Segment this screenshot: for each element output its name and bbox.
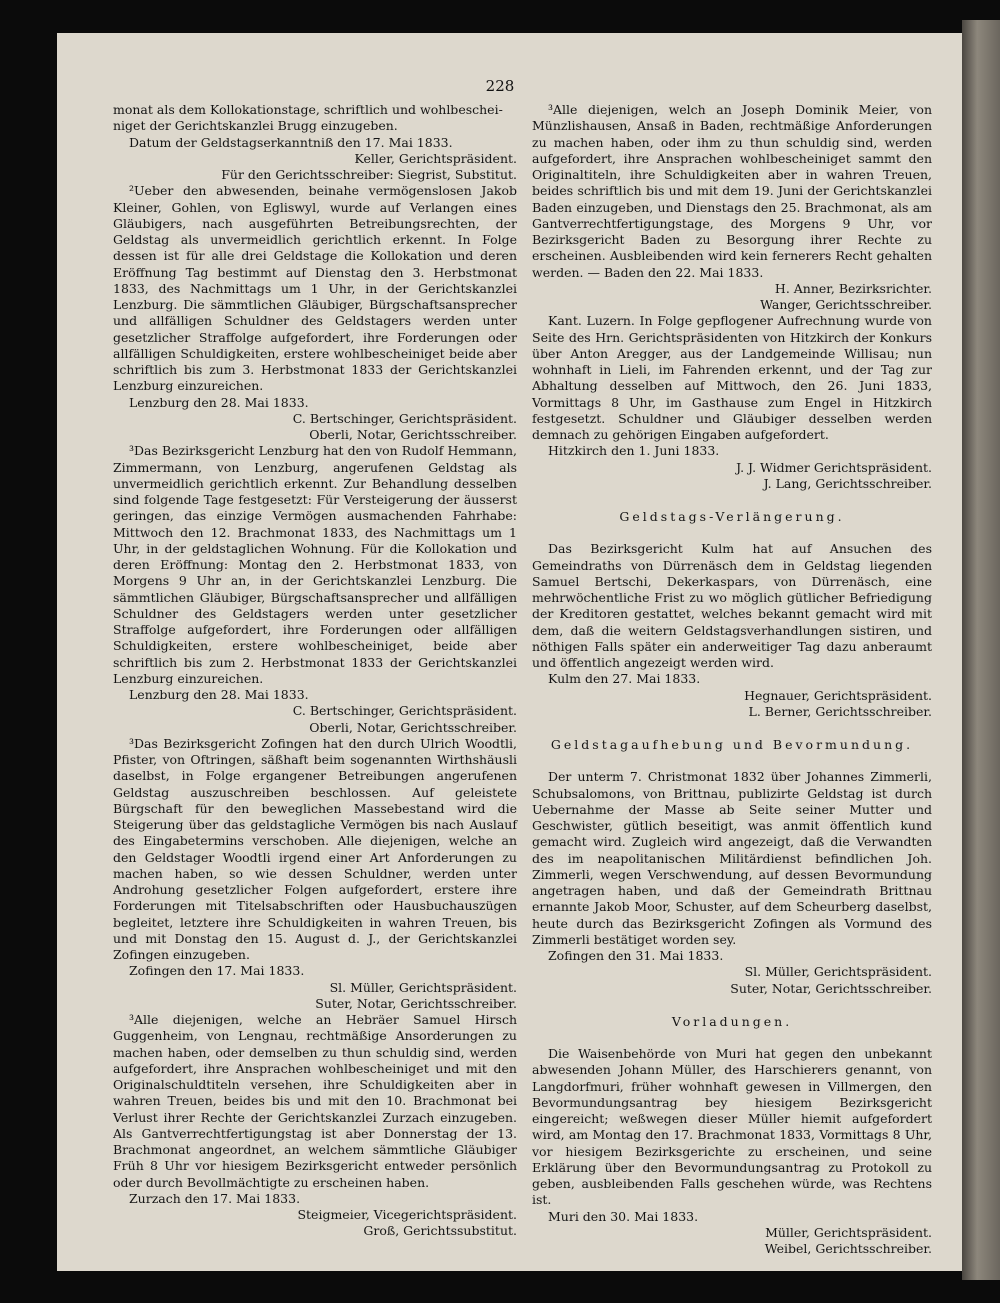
paragraph: Lenzburg den 28. Mai 1833. bbox=[129, 394, 309, 410]
section-heading: Vorladungen. bbox=[671, 1013, 793, 1029]
signature-line: Wanger, Gerichtsschreiber. bbox=[760, 297, 932, 312]
signature-line: Sl. Müller, Gerichtspräsident. bbox=[329, 979, 517, 995]
signature-line: Suter, Notar, Gerichtsschreiber. bbox=[730, 980, 932, 996]
paragraph: Kulm den 27. Mai 1833. bbox=[548, 671, 701, 687]
signature-line: Oberli, Notar, Gerichtsschreiber. bbox=[309, 427, 517, 442]
paragraph: Der unterm 7. Christmonat 1832 über Johannes Zimmerli, Schubsalomons, von Brittnau, publizirte Geldstag ist durch Uebernahme der Masse ab Seite seiner Mutter und Geschwister, gütlich beseitigt, was anmit öffentlich kund gemacht wird. Zugleich wird angezeigt, daß die Verwandten des im neapolitanischen Militärdienst befindlichen Joh. Zimmerli, wegen Verschwendung, auf dessen Bevormundung angetragen haben, und daß der Gemeindrath Brittnau ernannte Jakob Moor, Schuster, auf dem Scheurberg daselbst, heute durch das Bezirksgericht Zofingen als Vormund des Zimmerli bestätiget worden sey. bbox=[532, 769, 932, 947]
paragraph: ³Alle diejenigen, welch an Joseph Dominik Meier, von Münzlishausen, Ansaß in Baden, rechtmäßige Anforderungen zu machen haben, oder ihm zu thun schuldig sind, werden aufgefordert, ihre Ansprachen wohlbescheiniget sammt den Originaltiteln, ihre Schuldigkeiten aber in wahren Treuen, beides schriftlich bis und mit dem 19. Juni der Gerichtskanzlei Baden einzugeben, und Dienstags den 25. Brachmonat, als am Gantverrechtfertigungstage, des Morgens 9 Uhr, vor Bezirksgericht Baden zu Besorgung ihrer Rechte zu erscheinen. Ausbleibenden wird kein fernerers Recht gehalten werden. — Baden den 22. Mai 1833. bbox=[532, 102, 932, 280]
paragraph: Zurzach den 17. Mai 1833. bbox=[129, 1190, 301, 1206]
signature-line: J. J. Widmer Gerichtspräsident. bbox=[736, 459, 932, 475]
left-column bbox=[113, 102, 517, 1240]
paragraph: Lenzburg den 28. Mai 1833. bbox=[129, 687, 309, 702]
paragraph: Hitzkirch den 1. Juni 1833. bbox=[548, 443, 720, 459]
paragraph: niget der Gerichtskanzlei Brugg einzugeben. bbox=[113, 118, 398, 134]
signature-line: J. Lang, Gerichtsschreiber. bbox=[763, 475, 932, 491]
section-heading: Geldstagaufhebung und Bevormundung. bbox=[550, 737, 914, 752]
signature-line: Müller, Gerichtspräsident. bbox=[765, 1224, 932, 1240]
paragraph: Zofingen den 17. Mai 1833. bbox=[129, 963, 305, 979]
signature-line: Hegnauer, Gerichtspräsident. bbox=[744, 687, 932, 703]
paragraph: ²Ueber den abwesenden, beinahe vermögenslosen Jakob Kleiner, Gohlen, von Egliswyl, wurde auf Verlangen eines Gläubigers, nach ausgeführten Betreibungsrechten, der Geldstag als unvermeidlich gerichtlich erkennt. In Folge dessen ist für alle drei Geldstage die Kollokation und deren Eröffnung Tag bestimmt auf Dienstag den 3. Herbstmonat 1833, des Nachmittags um 1 Uhr, in der Gerichtskanzlei Lenzburg. Die sämmtlichen Gläubiger, Bürgschaftsansprecher und allfälligen Schuldner des Geldstagers werden unter gesetzlicher Straffolge aufgefordert, ihre Forderungen oder allfälligen Schuldigkeiten, erstere wohlbescheiniget beide aber schriftlich bis zum 3. Herbstmonat 1833 der Gerichtskanzlei Lenzburg einzureichen. bbox=[113, 183, 517, 394]
signature-line: Sl. Müller, Gerichtspräsident. bbox=[744, 964, 932, 980]
signature-line: Für den Gerichtsschreiber: Siegrist, Substitut. bbox=[221, 167, 517, 182]
signature-line: H. Anner, Bezirksrichter. bbox=[774, 280, 932, 296]
paragraph: Das Bezirksgericht Kulm hat auf Ansuchen des Gemeindraths von Dürrenäsch dem in Geldstag liegenden Samuel Bertschi, Dekerkaspars, von Dürrenäsch, eine mehrwöchentliche Frist zu wo möglich gütlicher Befriedigung der Kreditoren gestattet, welches bekannt gemacht wird mit dem, daß die weitern Geldstagsverhandlungen sistiren, und nöthigen Falls später ein anderweitiger Tag dazu anberaumt und öffentlich angezeigt werden wird. bbox=[532, 541, 932, 670]
book-spine bbox=[962, 20, 1000, 1280]
paragraph: Zofingen den 31. Mai 1833. bbox=[548, 948, 724, 963]
signature-line: Steigmeier, Vicegerichtspräsident. bbox=[297, 1207, 517, 1222]
paragraph: Kant. Luzern. In Folge gepflogener Aufrechnung wurde von Seite des Hrn. Gerichtspräsidenten von Hitzkirch der Konkurs über Anton Aregger, aus der Landgemeinde Willisau; nun wohnhaft in Lieli, im Fahrenden erkennt, und der Tag zur Abhaltung desselben auf Mittwoch, den 26. Juni 1833, Vormittags 8 Uhr, im Gasthause zum Engel in Hitzkirch festgesetzt. Schuldner und Gläubiger desselben werden demnach zu gehörigen Eingaben aufgefordert. bbox=[532, 313, 932, 442]
paragraph: Die Waisenbehörde von Muri hat gegen den unbekannt abwesenden Johann Müller, des Harschierers genannt, von Langdorfmuri, früher wohnhaft gewesen in Villmergen, den Bevormundungsantrag bey hiesigem Bezirksgericht eingereicht; weßwegen dieser Müller hiemit aufgefordert wird, am Montag den 17. Brachmonat 1833, Vormittags 8 Uhr, vor hiesigem Bezirksgerichte zu erscheinen, und seine Erklärung über den Bevormundungsantrag zu Protokoll zu geben, ausbleibenden Falls geschehen würde, was Rechtens ist. bbox=[532, 1046, 932, 1208]
page-number: 228 bbox=[485, 77, 515, 95]
signature-line: C. Bertschinger, Gerichtspräsident. bbox=[292, 410, 517, 426]
paragraph: ³Das Bezirksgericht Lenzburg hat den von Rudolf Hemmann, Zimmermann, von Lenzburg, angerufenen Geldstag als unvermeidlich gerichtlich erkennt. Zur Behandlung desselben sind folgende Tage festgesetzt: Für Versteigerung der äusserst geringen, das einzige Vermögen ausmachenden Fahrhabe: Mittwoch den 12. Brachmonat 1833, des Nachmittags um 1 Uhr, in der geldstaglichen Wohnung. Für die Kollokation und deren Eröffnung: Montag den 2. Herbstmonat 1833, von Morgens 9 Uhr an, in der Gerichtskanzlei Lenzburg. Die sämmtlichen Gläubiger, Bürgschaftsansprecher und allfälligen Schuldner des Geldstagers werden unter gesetzlicher Straffolge aufgefordert, ihre Forderungen oder allfälligen Schuldigkeiten, erstere wohlbescheiniget, beide aber schriftlich bis zum 2. Herbstmonat 1833 der Gerichtskanzlei Lenzburg einzureichen. bbox=[113, 443, 517, 686]
right-column bbox=[532, 102, 932, 1257]
signature-line: C. Bertschinger, Gerichtspräsident. bbox=[292, 703, 517, 719]
signature-line: Keller, Gerichtspräsident. bbox=[354, 150, 517, 166]
paragraph: Datum der Geldstagserkanntniß den 17. Mai 1833. bbox=[129, 134, 453, 150]
signature-line: L. Berner, Gerichtsschreiber. bbox=[748, 703, 932, 719]
signature-line: Oberli, Notar, Gerichtsschreiber. bbox=[309, 719, 517, 735]
signature-line: Groß, Gerichtssubstitut. bbox=[363, 1223, 517, 1239]
paragraph: monat als dem Kollokationstage, schriftlich und wohlbeschei- bbox=[113, 102, 503, 117]
signature-line: Suter, Notar, Gerichtsschreiber. bbox=[315, 995, 517, 1011]
signature-line: Weibel, Gerichtsschreiber. bbox=[764, 1241, 932, 1256]
paragraph: ³Alle diejenigen, welche an Hebräer Samuel Hirsch Guggenheim, von Lengnau, rechtmäßige Ansorderungen zu machen haben, oder demselben zu thun schuldig sind, werden aufgefordert, ihre Ansprachen wohlbescheiniget und mit den Originalschuldtiteln versehen, ihre Schuldigkeiten aber in wahren Treuen, beides bis und mit den 10. Brachmonat bei Verlust ihrer Rechte der Gerichtskanzlei Zurzach einzugeben. Als Gantverrechtfertigungstag ist aber Donnerstag der 13. Brachmonat angeordnet, an welchem sämmtliche Gläubiger Früh 8 Uhr vor hiesigem Bezirksgericht entweder persönlich oder durch Bevollmächtigte zu erscheinen haben. bbox=[113, 1012, 517, 1190]
paragraph: ³Das Bezirksgericht Zofingen hat den durch Ulrich Woodtli, Pfister, von Oftringen, säßhaft beim sogenannten Wirthshäusli daselbst, in Folge ergangener Betreibungen angerufenen Geldstag auszuschreiben beschlossen. Auf geleistete Bürgschaft für den beweglichen Massebestand wird die Steigerung über das geldstagliche Vermögen bis nach Auslauf des Eingabetermins verschoben. Alle diejenigen, welche an den Geldstager Woodtli irgend einer Art Anforderungen zu machen haben, so wie dessen Schuldner, werden unter Androhung gesetzlicher Folgen aufgefordert, erstere ihre Forderungen mit Titelsabschriften oder Hausbuchauszügen begleitet, letztere ihre Schuldigkeiten in wahren Treuen, bis und mit Donstag den 15. August d. J., der Gerichtskanzlei Zofingen einzugeben. bbox=[113, 735, 517, 962]
section-heading: Geldstags-Verlängerung. bbox=[619, 509, 845, 524]
paragraph: Muri den 30. Mai 1833. bbox=[548, 1208, 699, 1224]
